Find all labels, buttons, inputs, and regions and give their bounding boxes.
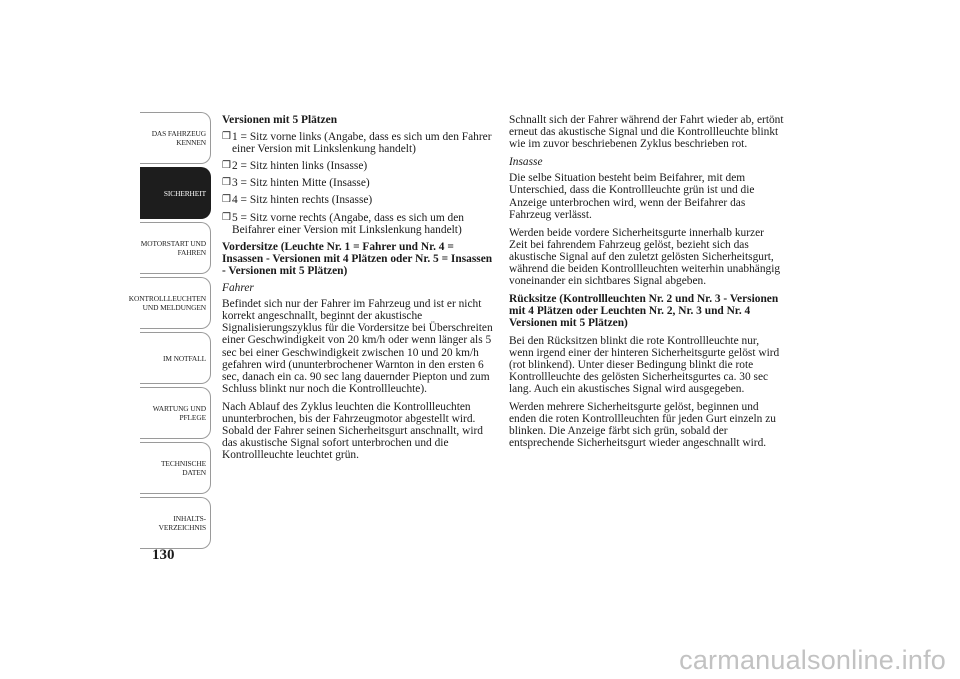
tab-kontrollleuchten[interactable] bbox=[128, 277, 211, 329]
tab-wartung-und-pflege[interactable] bbox=[140, 387, 211, 439]
subheading: Insasse bbox=[509, 156, 543, 169]
list-item-text: 5 = Sitz vorne rechts (Angabe, dass es sich um den Beifahrer einer Version mit Linkslenkung handelt) bbox=[232, 211, 464, 236]
tab-label: MOTORSTART UND FAHREN bbox=[140, 239, 206, 257]
paragraph: Bei den Rücksitzen blinkt die rote Kontrollleuchte nur, wenn irgend einer der hinteren Sicherheitsgurte gelöst wird (rot blinkend). Unter dieser Bedingung blinkt die rote Kontrollleuchte des gelösten Sicherheitsgurtes ca. 30 sec lang. Auch ein akustisches Signal wird ausgegeben. bbox=[509, 334, 780, 395]
tab-technische-daten[interactable] bbox=[140, 442, 211, 494]
paragraph: Die selbe Situation besteht beim Beifahrer, mit dem Unterschied, dass die Kontrollleuchte grün ist und die Anzeige unterbrochen wird, wenn der Beifahrer das Fahrzeug verlässt. bbox=[509, 172, 755, 221]
text-column-left bbox=[222, 114, 494, 467]
text-column-right bbox=[509, 114, 784, 455]
tab-label: KONTROLLLEUCHTEN UND MELDUNGEN bbox=[128, 294, 206, 312]
checkbox-bullet-icon: ❒ bbox=[222, 131, 231, 143]
list-item-text: 1 = Sitz vorne links (Angabe, dass es sich um den Fahrer einer Version mit Linkslenkung handelt) bbox=[232, 131, 492, 156]
section-heading: Versionen mit 5 Plätzen bbox=[222, 114, 338, 126]
checkbox-bullet-icon: ❒ bbox=[222, 160, 231, 172]
paragraph: Schnallt sich der Fahrer während der Fahrt wieder ab, ertönt erneut das akustische Signal und die Kontrollleuchte blinkt wie im zuvor beschriebenen Zyklus beschrieben rot. bbox=[509, 114, 784, 151]
paragraph: Werden beide vordere Sicherheitsgurte innerhalb kurzer Zeit bei fahrendem Fahrzeug gelöst, bezieht sich das akustische Signal auf den zuletzt gelösten Sicherheitsgurt, während die beiden Kontrollleuchten weiterhin unabhängig voneinander ein sichtbares Signal abgeben. bbox=[509, 226, 781, 288]
page-number: 130 bbox=[152, 547, 175, 563]
paragraph: Werden mehrere Sicherheitsgurte gelöst, beginnen und enden die roten Kontrollleuchten für jeden Gurt einzeln zu blinken. Die Anzeige färbt sich grün, sobald der entsprechende Sicherheitsgurt wieder angeschnallt wird. bbox=[509, 400, 776, 450]
tab-label: TECHNISCHE DATEN bbox=[161, 459, 206, 477]
checkbox-bullet-icon: ❒ bbox=[222, 194, 231, 206]
tab-das-fahrzeug-kennen[interactable] bbox=[140, 112, 211, 164]
list-item-text: 3 = Sitz hinten Mitte (Insasse) bbox=[232, 177, 370, 190]
list-item bbox=[222, 160, 494, 172]
tab-label: WARTUNG UND PFLEGE bbox=[152, 404, 206, 422]
subheading: Fahrer bbox=[222, 282, 254, 295]
tab-label: INHALTS- VERZEICHNIS bbox=[158, 514, 206, 532]
list-item bbox=[222, 177, 494, 189]
watermark: carmanualsonline.info bbox=[679, 645, 946, 675]
section-heading: Vordersitze (Leuchte Nr. 1 = Fahrer und Nr. 4 = Insassen - Versionen mit 4 Plätzen oder Nr. 5 = Insassen - Versionen mit 5 Plätzen) bbox=[222, 240, 493, 277]
tab-im-notfall[interactable] bbox=[140, 332, 211, 384]
paragraph: Nach Ablauf des Zyklus leuchten die Kontrollleuchten ununterbrochen, bis der Fahrzeugmotor abgestellt wird. Sobald der Fahrer seinen Sicherheitsgurt anschnallt, wird das akustische Signal sofort unterbrochen und die Kontrollleuchte leuchtet grün. bbox=[222, 400, 483, 462]
section-heading: Rücksitze (Kontrollleuchten Nr. 2 und Nr. 3 - Versionen mit 4 Plätzen oder Leuchten Nr. 2, Nr. 3 und Nr. 4 Versionen mit 5 Plätzen) bbox=[509, 293, 779, 330]
checkbox-bullet-icon: ❒ bbox=[222, 211, 231, 223]
list-item bbox=[222, 194, 494, 206]
checkbox-bullet-icon: ❒ bbox=[222, 177, 231, 189]
list-item-text: 4 = Sitz hinten rechts (Insasse) bbox=[232, 194, 373, 207]
chapter-tabs bbox=[128, 112, 211, 552]
list-item bbox=[222, 212, 494, 236]
paragraph: Befindet sich nur der Fahrer im Fahrzeug und ist er nicht korrekt angeschnallt, beginnt der akustische Signalisierungszyklus für die Vordersitze bei Überschreiten einer Geschwindigkeit von 20 km/h oder wenn länger als 5 sec bei einer Geschwindigkeit zwischen 10 und 20 km/h gefahren wird (ununterbrochener Warnton in den ersten 6 sec, danach ein ca. 90 sec lang dauernder Piepton und zum Schluss blinkt nur noch die Kontrollleuchte). bbox=[222, 298, 493, 395]
tab-label: DAS FAHRZEUG KENNEN bbox=[151, 129, 206, 147]
tab-label: IM NOTFALL bbox=[163, 353, 206, 363]
tab-sicherheit[interactable] bbox=[140, 167, 211, 219]
tab-motorstart-und-fahren[interactable] bbox=[140, 222, 211, 274]
tab-inhaltsverzeichnis[interactable] bbox=[140, 497, 211, 549]
tab-label: SICHERHEIT bbox=[163, 188, 206, 198]
list-item-text: 2 = Sitz hinten links (Insasse) bbox=[232, 160, 368, 173]
list-item bbox=[222, 131, 494, 155]
